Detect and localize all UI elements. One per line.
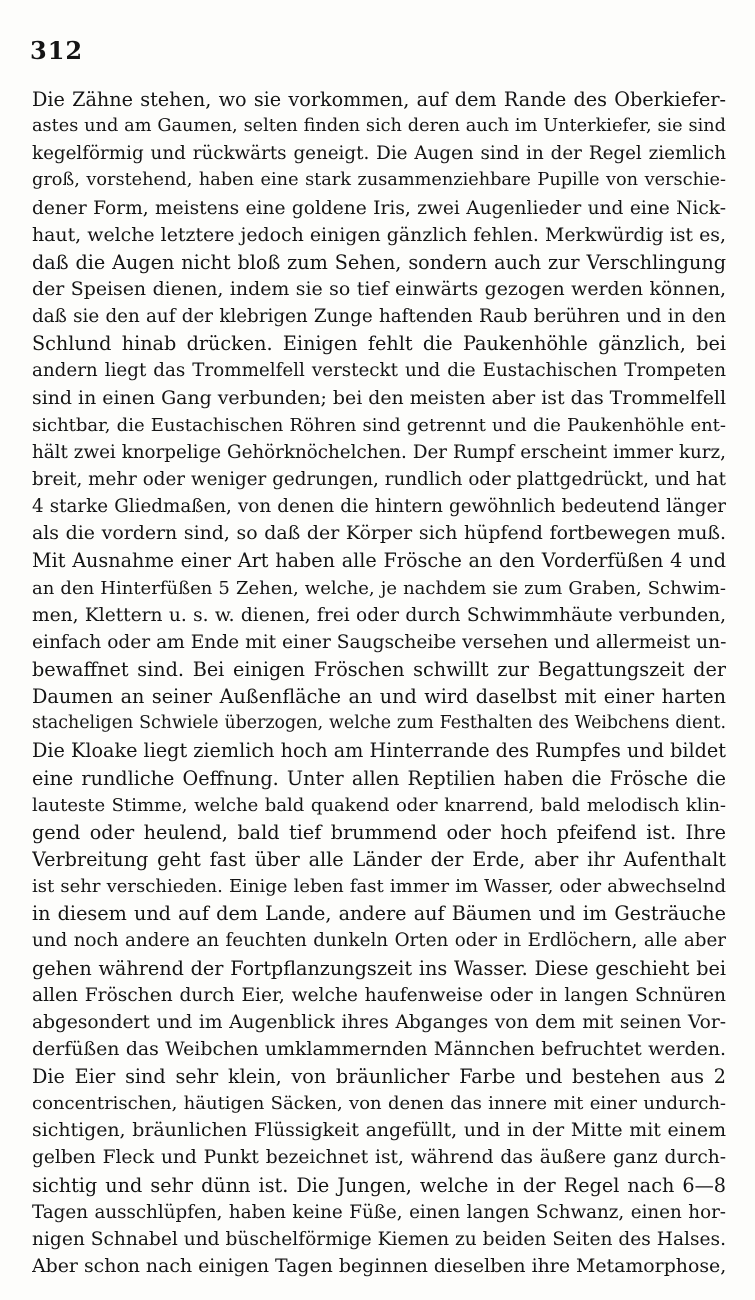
text-line: in diesem und auf dem Lande, andere auf Bäumen und im Gesträuche [32, 902, 726, 926]
text-line: Aber schon nach einigen Tagen beginnen dieselben ihre Metamorphose, [32, 1255, 726, 1278]
text-line: daß sie den auf der klebrigen Zunge haftenden Raub berühren und in den [32, 306, 726, 328]
text-line: bewaffnet sind. Bei einigen Fröschen schwillt zur Begattungszeit der [32, 657, 726, 681]
text-line: gelben Fleck und Punkt bezeichnet ist, während das äußere ganz durch- [32, 1147, 726, 1169]
page-number: 312 [30, 36, 84, 65]
text-line: gend oder heulend, bald tief brummend oder hoch pfeifend ist. Ihre [32, 820, 726, 844]
text-line: Tagen ausschlüpfen, haben keine Füße, einen langen Schwanz, einen hor- [32, 1201, 726, 1223]
text-line: astes und am Gaumen, selten finden sich deren auch im Unterkiefer, sie sind [32, 116, 726, 137]
text-line: nigen Schnabel und büschelförmige Kiemen zu beiden Seiten des Halses. [32, 1228, 726, 1250]
text-line: haut, welche letztere jedoch einigen gänzlich fehlen. Merkwürdig ist es, [32, 223, 726, 246]
text-line: hält zwei knorpelige Gehörknöchelchen. Der Rumpf erscheint immer kurz, [32, 441, 726, 463]
text-line: sichtig und sehr dünn ist. Die Jungen, welche in der Regel nach 6—8 [32, 1173, 726, 1197]
text-line: Die Zähne stehen, wo sie vorkommen, auf dem Rande des Oberkiefer- [32, 88, 726, 111]
text-line: einfach oder am Ende mit einer Saugscheibe versehen und allermeist un- [32, 631, 726, 653]
text-line: eine rundliche Oeffnung. Unter allen Reptilien haben die Frösche die [32, 766, 726, 790]
text-line: Daumen an seiner Außenfläche an und wird daselbst mit einer harten [32, 685, 726, 709]
text-line: Verbreitung geht fast über alle Länder der Erde, aber ihr Aufenthalt [32, 847, 726, 871]
text-line: sichtigen, bräunlichen Flüssigkeit angefüllt, und in der Mitte mit einem [32, 1119, 726, 1142]
text-line: gehen während der Fortpflanzungszeit ins Wasser. Diese geschieht bei [32, 956, 726, 980]
text-line: Schlund hinab drücken. Einigen fehlt die Paukenhöhle gänzlich, bei [32, 332, 726, 356]
text-line: Mit Ausnahme einer Art haben alle Frösche an den Vorderfüßen 4 und [32, 549, 726, 573]
text-line: als die vordern sind, so daß der Körper sich hüpfend fortbewegen muß. [32, 522, 726, 545]
text-line: kegelförmig und rückwärts geneigt. Die Augen sind in der Regel ziemlich [32, 143, 726, 165]
text-line: abgesondert und im Augenblick ihres Abganges von dem mit seinen Vor- [32, 1011, 726, 1033]
text-line: lauteste Stimme, welche bald quakend oder knarrend, bald melodisch klin- [32, 794, 726, 816]
text-line: concentrischen, häutigen Säcken, von denen das innere mit einer undurch- [32, 1093, 726, 1115]
text-line: groß, vorstehend, haben eine stark zusammenziehbare Pupille von verschie- [32, 170, 726, 191]
text-line: der Speisen dienen, indem sie so tief einwärts gezogen werden können, [32, 277, 726, 300]
text-line: Die Eier sind sehr klein, von bräunlicher Farbe und bestehen aus 2 [32, 1065, 726, 1089]
text-line: 4 starke Gliedmaßen, von denen die hintern gewöhnlich bedeutend länger [32, 496, 726, 518]
text-line: ist sehr verschieden. Einige leben fast immer im Wasser, oder abwechselnd [32, 876, 726, 898]
text-line: Die Kloake liegt ziemlich hoch am Hinterrande des Rumpfes und bildet [32, 739, 726, 763]
text-line: stacheligen Schwiele überzogen, welche zum Festhalten des Weibchens dient. [32, 713, 726, 734]
text-line: andern liegt das Trommelfell versteckt und die Eustachischen Trompeten [32, 360, 726, 382]
text-line: derfüßen das Weibchen umklammernden Männchen befruchtet werden. [32, 1037, 726, 1060]
text-line: breit, mehr oder weniger gedrungen, rundlich oder plattgedrückt, und hat [32, 468, 726, 490]
text-line: allen Fröschen durch Eier, welche haufenweise oder in langen Schnüren [32, 984, 726, 1006]
text-line: sichtbar, die Eustachischen Röhren sind getrennt und die Paukenhöhle ent- [32, 414, 726, 436]
text-line: daß die Augen nicht bloß zum Sehen, sondern auch zur Verschlingung [32, 250, 726, 274]
body-text [32, 86, 726, 1280]
text-line: an den Hinterfüßen 5 Zehen, welche, je nachdem sie zum Graben, Schwim- [32, 577, 726, 599]
text-line: und noch andere an feuchten dunkeln Orten oder in Erdlöchern, alle aber [32, 930, 726, 952]
text-line: dener Form, meistens eine goldene Iris, zwei Augenlieder und eine Nick- [32, 197, 726, 219]
text-line: sind in einen Gang verbunden; bei den meisten aber ist das Trommelfell [32, 386, 726, 409]
text-line: men, Klettern u. s. w. dienen, frei oder durch Schwimmhäute verbunden, [32, 604, 726, 626]
